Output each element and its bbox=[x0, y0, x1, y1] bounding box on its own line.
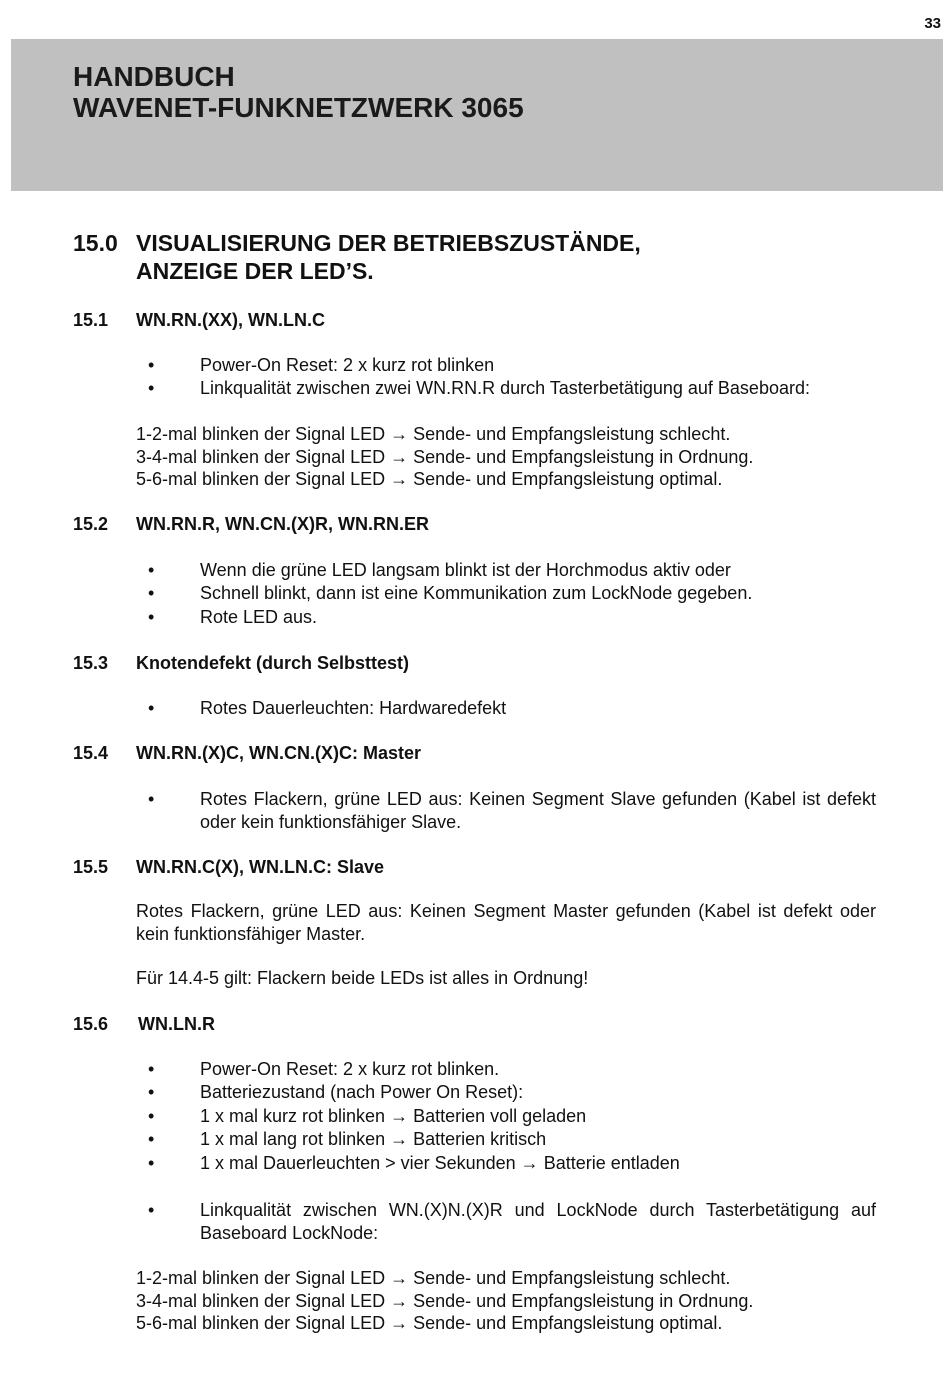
signal-line: 1-2-mal blinken der Signal LED → Sende- und Empfangsleistung schlecht. bbox=[136, 1268, 731, 1288]
signal-line: 1-2-mal blinken der Signal LED → Sende- und Empfangsleistung schlecht. bbox=[136, 424, 731, 444]
list-item: • Rotes Dauerleuchten: Hardwaredefekt bbox=[148, 697, 876, 720]
bullet-icon: • bbox=[148, 606, 155, 627]
list-item: • Schnell blinkt, dann ist eine Kommunikation zum LockNode gegeben. bbox=[148, 582, 876, 605]
list-item: • 1 x mal lang rot blinken → Batterien kritisch bbox=[148, 1128, 876, 1151]
chapter-title-line1: VISUALISIERUNG DER BETRIEBSZUSTÄNDE, bbox=[136, 230, 641, 256]
bullet-icon: • bbox=[148, 1105, 155, 1126]
section-15-5-paragraph: Rotes Flackern, grüne LED aus: Keinen Segment Master gefunden (Kabel ist defekt oder kein funktionsfähiger Master. bbox=[136, 901, 876, 944]
section-15-6-signal-lines bbox=[136, 1267, 876, 1335]
section-15-2-number: 15.2 bbox=[73, 514, 109, 534]
section-15-5-title: WN.RN.C(X), WN.LN.C: Slave bbox=[136, 857, 385, 877]
bullet-icon: • bbox=[148, 789, 155, 809]
section-15-1-number: 15.1 bbox=[73, 310, 109, 330]
document-title-line1: HANDBUCH bbox=[73, 61, 235, 92]
signal-line: 5-6-mal blinken der Signal LED → Sende- und Empfangsleistung optimal. bbox=[136, 1313, 723, 1334]
section-15-3-title: Knotendefekt (durch Selbsttest) bbox=[136, 653, 410, 673]
section-15-3-number: 15.3 bbox=[73, 653, 109, 673]
section-15-4-title: WN.RN.(X)C, WN.CN.(X)C: Master bbox=[136, 743, 421, 763]
signal-line: 3-4-mal blinken der Signal LED → Sende- und Empfangsleistung in Ordnung. bbox=[136, 1290, 754, 1311]
bullet-icon: • bbox=[148, 698, 155, 718]
section-15-1-signal-lines bbox=[136, 423, 876, 491]
list-item: • 1 x mal kurz rot blinken → Batterien voll geladen bbox=[148, 1105, 876, 1128]
section-15-2-title: WN.RN.R, WN.CN.(X)R, WN.RN.ER bbox=[136, 514, 429, 534]
bullet-icon: • bbox=[148, 1129, 155, 1150]
bullet-icon: • bbox=[148, 583, 155, 604]
section-15-4-number: 15.4 bbox=[73, 743, 109, 763]
section-15-5-number: 15.5 bbox=[73, 857, 109, 877]
bullet-icon: • bbox=[148, 1152, 155, 1173]
signal-line: 3-4-mal blinken der Signal LED → Sende- und Empfangsleistung in Ordnung. bbox=[136, 446, 754, 467]
bullet-icon: • bbox=[148, 560, 155, 580]
section-15-6-bullets bbox=[148, 1058, 876, 1175]
document-title-line2: WAVENET-FUNKNETZWERK 3065 bbox=[73, 92, 524, 123]
section-15-4-bullets bbox=[148, 788, 876, 835]
list-item: • Power-On Reset: 2 x kurz rot blinken. bbox=[148, 1058, 876, 1081]
bullet-icon: • bbox=[148, 1082, 155, 1103]
section-15-5-note: Für 14.4-5 gilt: Flackern beide LEDs ist alles in Ordnung! bbox=[136, 968, 589, 988]
bullet-icon: • bbox=[148, 1200, 155, 1220]
bullet-icon: • bbox=[148, 1059, 155, 1079]
bullet-icon: • bbox=[148, 378, 155, 399]
list-item: • Linkqualität zwischen zwei WN.RN.R durch Tasterbetätigung auf Baseboard: bbox=[148, 377, 876, 400]
section-15-6-title: WN.LN.R bbox=[138, 1014, 215, 1034]
section-15-6-link-bullet bbox=[148, 1199, 876, 1246]
chapter-title-line2: ANZEIGE DER LED’S. bbox=[136, 258, 374, 284]
section-15-1-bullets bbox=[148, 354, 876, 401]
list-item: • Rotes Flackern, grüne LED aus: Keinen Segment Slave gefunden (Kabel ist defekt oder kein funktionsfähiger Slave. bbox=[148, 789, 876, 833]
chapter-title bbox=[136, 229, 641, 285]
list-item: • Power-On Reset: 2 x kurz rot blinken bbox=[148, 354, 876, 377]
section-15-3-bullets bbox=[148, 697, 876, 720]
list-item: • Batteriezustand (nach Power On Reset): bbox=[148, 1081, 876, 1104]
list-item: • Linkqualität zwischen WN.(X)N.(X)R und LockNode durch Tasterbetätigung auf Baseboard LockNode: bbox=[148, 1200, 876, 1244]
page-number: 33 bbox=[924, 15, 941, 32]
list-item: • 1 x mal Dauerleuchten > vier Sekunden → Batterie entladen bbox=[148, 1152, 876, 1175]
chapter-number: 15.0 bbox=[73, 230, 118, 256]
list-item: • Rote LED aus. bbox=[148, 606, 876, 629]
list-item: • Wenn die grüne LED langsam blinkt ist der Horchmodus aktiv oder bbox=[148, 559, 876, 582]
signal-line: 5-6-mal blinken der Signal LED → Sende- und Empfangsleistung optimal. bbox=[136, 469, 723, 490]
section-15-1-title: WN.RN.(XX), WN.LN.C bbox=[136, 310, 325, 330]
bullet-icon: • bbox=[148, 355, 155, 375]
section-15-6-number: 15.6 bbox=[73, 1014, 109, 1034]
section-15-2-bullets bbox=[148, 559, 876, 629]
